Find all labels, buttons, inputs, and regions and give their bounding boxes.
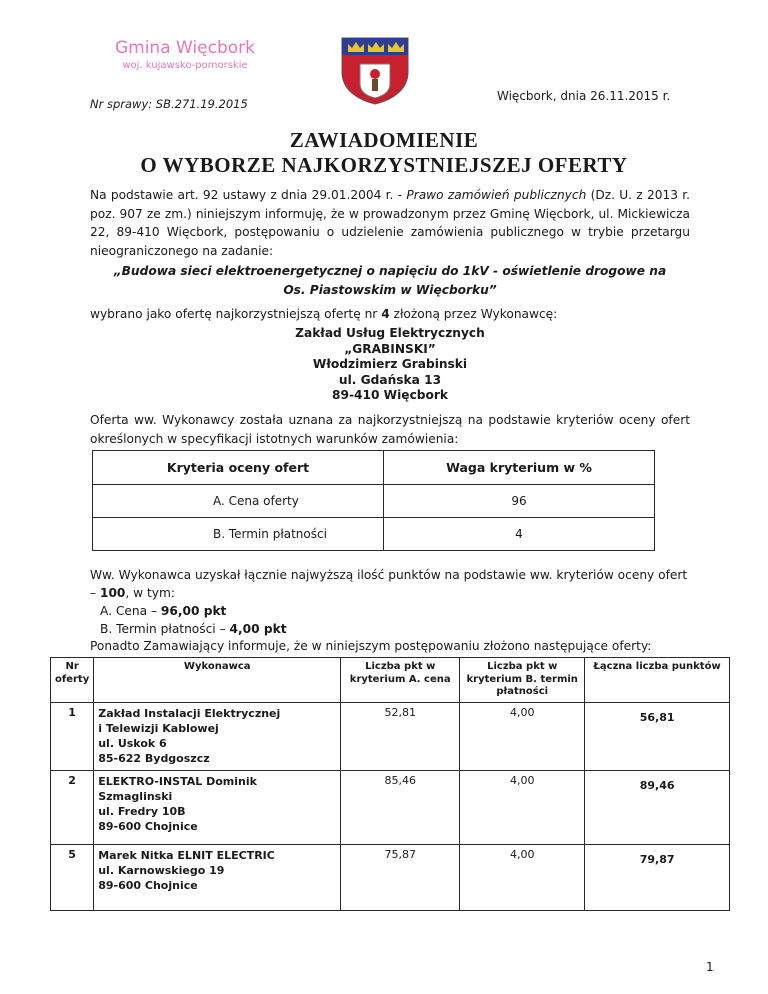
coat-of-arms-icon <box>336 32 414 106</box>
contractor-line4: ul. Gdańska 13 <box>338 372 442 387</box>
law-name: Prawo zamówień publicznych <box>406 188 587 202</box>
selected-contractor <box>240 326 540 404</box>
table-row <box>93 518 655 551</box>
offer-address: ul. Uskok 6 <box>98 736 167 750</box>
offer-price-points: 85,46 <box>341 770 460 844</box>
points-text: Ww. Wykonawca uzyskał łącznie najwyższą ilość punktów na podstawie ww. kryteriów oceny ofert – <box>90 568 688 600</box>
offer-name: Marek Nitka ELNIT ELECTRIC <box>98 848 275 862</box>
intro-part1: Na podstawie art. 92 ustawy z dnia 29.01.2004 r. - <box>90 188 407 202</box>
points-line-a <box>100 602 700 620</box>
offer-payment-points: 4,00 <box>460 702 585 770</box>
contractor-line1: Zakład Usług Elektrycznych <box>295 326 485 340</box>
offer-total-points: 89,46 <box>585 770 730 844</box>
contractor-line2: „GRABINSKI” <box>344 341 436 356</box>
offer-city: 85-622 Bydgoszcz <box>98 751 210 765</box>
criteria-weight: 96 <box>384 485 655 518</box>
points-line-b <box>100 620 700 638</box>
title-line2: O WYBORZE NAJKORZYSTNIEJSZEJ OFERTY <box>140 153 628 177</box>
offer-name2: i Telewizji Kablowej <box>98 721 219 735</box>
offers-header-contractor: Wykonawca <box>94 658 341 703</box>
offer-price-points: 52,81 <box>341 702 460 770</box>
offer-contractor <box>94 702 341 770</box>
task-name: „Budowa sieci elektroenergetycznej o napięciu do 1kV - oświetlenie drogowe na Os. Piastowskim w Więcborku” <box>113 264 667 297</box>
offer-city: 89-600 Chojnice <box>98 819 198 833</box>
offer-contractor <box>94 770 341 844</box>
selected-offer-text <box>90 305 690 324</box>
offer-payment-points: 4,00 <box>460 770 585 844</box>
voivodeship-name: woj. kujawsko-pomorskie <box>122 60 248 71</box>
offer-address: ul. Fredry 10B <box>98 804 186 818</box>
points-breakdown <box>100 602 700 638</box>
points-a-label: A. Cena – <box>100 604 161 618</box>
table-row <box>93 485 655 518</box>
offers-header-nr: Nr oferty <box>51 658 94 703</box>
selected-offer-number: 4 <box>381 307 390 321</box>
points-b-label: B. Termin płatności – <box>100 622 230 636</box>
points-paragraph <box>90 566 690 602</box>
offer-nr: 1 <box>51 702 94 770</box>
offer-name: ELEKTRO-INSTAL Dominik <box>98 774 257 788</box>
points-a-value: 96,00 pkt <box>160 604 227 618</box>
intro-part2: (Dz. U. z 2013 r. poz. 907 ze zm.) niniejszym informuję, że w prowadzonym przez Gminę Więcbork, ul. Mickiewicza 22, 89-410 Więcbork, postępowaniu o udzielenie zamówienia publicznego w trybie przetargu nieograniczonego na zadanie: <box>90 188 690 258</box>
municipality-name: Gmina Więcbork <box>114 38 256 58</box>
offer-total-points: 79,87 <box>585 844 730 910</box>
offers-header-price: Liczba pkt w kryterium A. cena <box>341 658 460 703</box>
municipality-header <box>80 38 290 71</box>
points-suffix: , w tym: <box>125 586 175 600</box>
selected-before: wybrano jako ofertę najkorzystniejszą ofertę nr <box>90 307 382 321</box>
offer-payment-points: 4,00 <box>460 844 585 910</box>
offer-nr: 5 <box>51 844 94 910</box>
contractor-line5: 89-410 Więcbork <box>331 388 449 402</box>
title-line1: ZAWIADOMIENIE <box>289 128 479 152</box>
table-row <box>51 702 730 770</box>
offers-intro: Ponadto Zamawiający informuje, że w niniejszym postępowaniu złożono następujące oferty: <box>90 639 652 653</box>
criteria-header-weight: Waga kryterium w % <box>384 451 655 485</box>
contractor-line3: Włodzimierz Grabinski <box>312 357 468 371</box>
offers-table <box>50 657 730 911</box>
table-row <box>51 770 730 844</box>
criteria-table <box>92 450 655 551</box>
offer-price-points: 75,87 <box>341 844 460 910</box>
criteria-weight: 4 <box>384 518 655 551</box>
offer-contractor <box>94 844 341 910</box>
offer-city: 89-600 Chojnice <box>98 878 198 892</box>
offers-header-total: Łączna liczba punktów <box>585 658 730 703</box>
offers-header-payment: Liczba pkt w kryterium B. termin płatności <box>460 658 585 703</box>
points-b-value: 4,00 pkt <box>229 622 287 636</box>
points-total: 100 <box>99 586 126 600</box>
page-number: 1 <box>706 960 714 974</box>
offer-nr: 2 <box>51 770 94 844</box>
place-date: Więcbork, dnia 26.11.2015 r. <box>497 89 671 103</box>
criteria-header-name: Kryteria oceny ofert <box>93 451 384 485</box>
intro-paragraph <box>90 186 690 260</box>
criteria-label: A. Cena oferty <box>93 485 384 518</box>
selected-after: złożoną przez Wykonawcę: <box>389 307 558 321</box>
criteria-intro: Oferta ww. Wykonawcy została uznana za najkorzystniejszą na podstawie kryteriów oceny ofert określonych w specyfikacji istotnych warunków zamówienia: <box>90 413 690 446</box>
offer-total-points: 56,81 <box>585 702 730 770</box>
offer-address: ul. Karnowskiego 19 <box>98 863 225 877</box>
criteria-label: B. Termin płatności <box>93 518 384 551</box>
case-number: Nr sprawy: SB.271.19.2015 <box>90 97 248 111</box>
offer-name: Zakład Instalacji Elektrycznej <box>98 706 281 720</box>
offer-name2: Szmaglinski <box>98 789 173 803</box>
table-row <box>51 844 730 910</box>
